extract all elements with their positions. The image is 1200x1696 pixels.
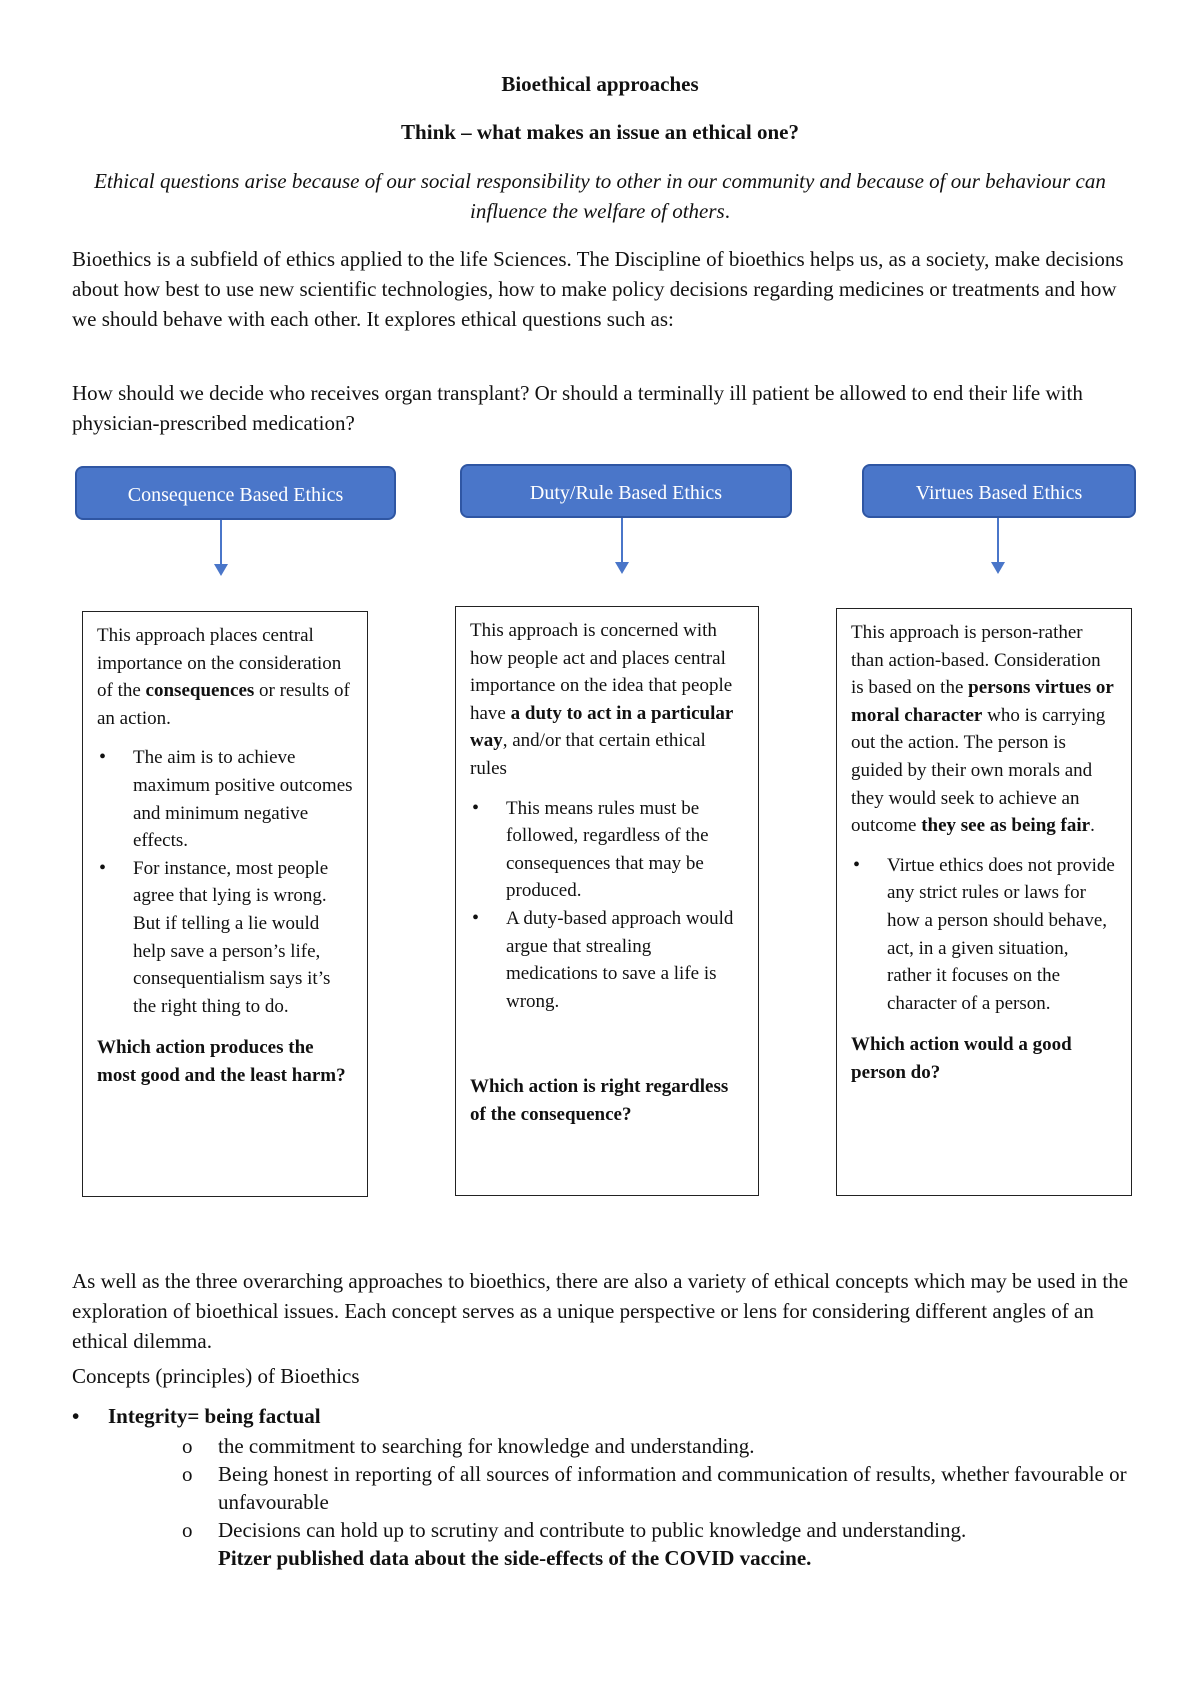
card-intro-text: who is carrying out the action. The person is guided by their own morals and they would seek to achieve an outcome [851,704,1106,837]
list-item: • This means rules must be followed, regardless of the consequences that may be produced. [506,795,744,905]
arrow-line-consequence [220,520,222,566]
card-duty-rule-based [455,606,759,1196]
card-intro-bold: they see as being fair [921,815,1091,837]
page-title: Bioethical approaches [501,72,699,96]
concepts-intro-paragraph: As well as the three overarching approaches to bioethics, there are also a variety of ethical concepts which may be used in the exploration of bioethical issues. Each concept serves as a unique perspective or lens for considering different angles of an ethical dilemma. [72,1269,1129,1353]
integrity-sub-list [182,1432,1138,1572]
list-item: • For instance, most people agree that lying is wrong. But if telling a lie would help save a person’s life, consequentialism says it’s the right thing to do. [133,855,353,1021]
header-consequence-based: Consequence Based Ethics [75,466,396,520]
hollow-bullet-icon: o [182,1462,193,1486]
page-subtitle: Think – what makes an issue an ethical one? [401,120,799,144]
arrow-down-icon [991,562,1005,574]
header-virtues-based: Virtues Based Ethics [862,464,1136,518]
card-bullet-list [851,852,1117,1018]
intro-italic-text: Ethical questions arise because of our social responsibility to other in our community and because of our behaviour can influence the welfare of others [94,169,1106,223]
card-intro-text: . [1090,815,1095,837]
card-intro-text: This approach is person-rather than action-based. Consideration is based on the [851,622,1101,699]
card-intro [470,617,744,783]
bioethics-definition-paragraph: Bioethics is a subfield of ethics applied to the life Sciences. The Discipline of bioethics helps us, as a society, make decisions about how best to use new scientific technologies, how to make policy decisions regarding medicines or treatments and how we should behave with each other. It explores ethical questions such as: [72,247,1124,331]
intro-italic-paragraph [80,166,1120,226]
card-intro-text: or results of an action. [97,680,350,729]
list-item: • Virtue ethics does not provide any strict rules or laws for how a person should behave, act, in a given situation, rather it focuses on the character of a person. [887,852,1117,1018]
header-duty-rule-based: Duty/Rule Based Ethics [460,464,792,518]
arrow-down-icon [615,562,629,574]
bullet-dot-icon: • [72,1404,80,1428]
list-item [182,1460,1138,1516]
list-item [182,1516,1138,1544]
sub-item-text: Decisions can hold up to scrutiny and contribute to public knowledge and understanding. [218,1518,967,1542]
card-consequence-based [82,611,368,1197]
hollow-bullet-icon: o [182,1518,193,1542]
arrow-down-icon [214,564,228,576]
list-item: • A duty-based approach would argue that strealing medications to save a life is wrong. [506,905,744,1015]
card-intro-bold: a duty to act in a particular way [470,702,733,752]
card-intro-text: This approach places central importance on the consideration of the [97,625,342,702]
card-intro-bold: consequences [145,680,255,702]
hollow-bullet-icon: o [182,1434,193,1458]
approaches-diagram [0,466,1200,1206]
list-item [182,1432,1138,1460]
card-bullet-list [470,795,744,1016]
list-item: • The aim is to achieve maximum positive outcomes and minimum negative effects. [133,744,353,854]
card-intro [97,622,353,732]
covid-example: Pitzer published data about the side-effects of the COVID vaccine. [218,1546,812,1570]
arrow-line-virtues [997,518,999,564]
card-virtues-based [836,608,1132,1196]
sub-item-text: Being honest in reporting of all sources of information and communication of results, whether favourable or unfavourable [218,1462,1127,1514]
card-question: Which action would a good person do? [851,1034,1072,1083]
card-intro-bold: persons virtues or moral character [851,677,1114,726]
example-questions-paragraph: How should we decide who receives organ transplant? Or should a terminally ill patient be allowed to end their life with physician-prescribed medication? [72,381,1083,435]
intro-italic-end: . [724,199,730,223]
card-bullet-list [97,744,353,1020]
card-question: Which action is right regardless of the consequence? [470,1076,729,1125]
integrity-label: Integrity= being factual [108,1404,321,1428]
sub-item-text: the commitment to searching for knowledge and understanding. [218,1434,755,1458]
card-question: Which action produces the most good and the least harm? [97,1037,346,1086]
card-intro [851,619,1117,840]
arrow-line-duty [621,518,623,564]
card-intro-text: This approach is concerned with how people act and places central importance on the idea that people have [470,620,733,724]
card-intro-text: , and/or that certain ethical rules [470,730,706,779]
concepts-heading: Concepts (principles) of Bioethics [72,1364,360,1388]
